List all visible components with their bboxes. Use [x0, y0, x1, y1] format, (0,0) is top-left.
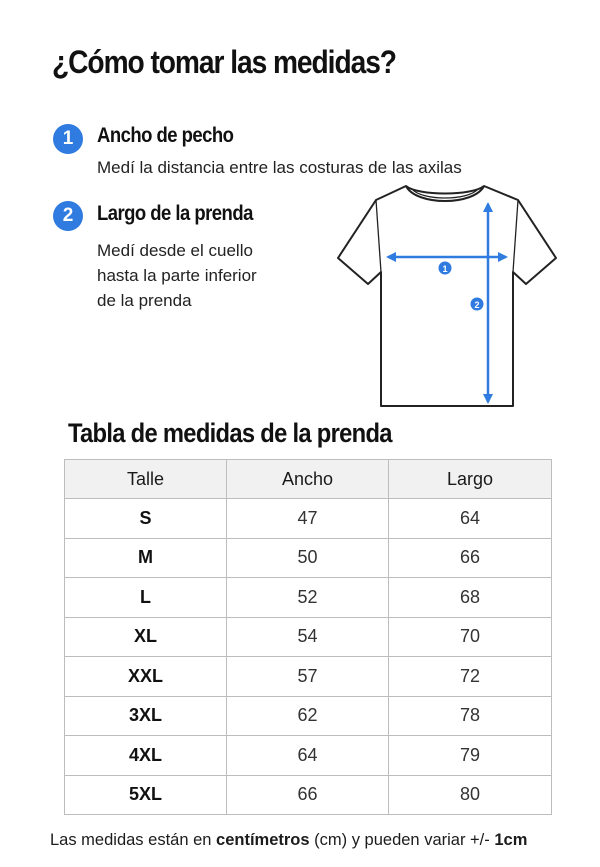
table-row [65, 538, 552, 578]
column-header-largo: Largo [389, 460, 552, 499]
width-marker-label: 1 [442, 264, 448, 274]
step-1-badge: 1 [53, 124, 83, 154]
step-1-description-line: Medí la distancia entre las costuras de las axilas [97, 158, 462, 177]
width-cell: 54 [227, 617, 389, 657]
size-cell: 5XL [65, 775, 227, 815]
step-2-description-line: hasta la parte inferior [97, 266, 257, 285]
size-table [64, 459, 552, 815]
step-2-description [97, 238, 257, 313]
tshirt-outline [338, 186, 556, 406]
table-row [65, 578, 552, 618]
size-cell: M [65, 538, 227, 578]
size-cell: 3XL [65, 696, 227, 736]
table-row [65, 775, 552, 815]
step-2-description-line: Medí desde el cuello [97, 241, 253, 260]
width-cell: 62 [227, 696, 389, 736]
size-cell: XL [65, 617, 227, 657]
size-cell: XXL [65, 657, 227, 697]
footnote-unit: centímetros [216, 831, 310, 849]
length-cell: 72 [389, 657, 552, 697]
step-1-title: Ancho de pecho [97, 124, 234, 147]
table-row [65, 657, 552, 697]
table-title: Tabla de medidas de la prenda [68, 418, 392, 448]
footnote-text: Las medidas están en [50, 831, 217, 849]
size-cell: L [65, 578, 227, 618]
width-cell: 57 [227, 657, 389, 697]
length-marker-label: 2 [474, 300, 480, 310]
table-row [65, 617, 552, 657]
table-row [65, 736, 552, 776]
size-cell: S [65, 499, 227, 539]
column-header-talle: Talle [65, 460, 227, 499]
length-cell: 68 [389, 578, 552, 618]
page-title: ¿Cómo tomar las medidas? [52, 44, 396, 80]
step-2-badge: 2 [53, 201, 83, 231]
tshirt-measurement-icon [330, 180, 562, 412]
width-cell: 64 [227, 736, 389, 776]
footnote-tolerance: 1cm [494, 831, 528, 849]
step-2-title: Largo de la prenda [97, 202, 253, 225]
length-cell: 79 [389, 736, 552, 776]
length-cell: 70 [389, 617, 552, 657]
column-header-ancho: Ancho [227, 460, 389, 499]
width-cell: 52 [227, 578, 389, 618]
length-cell: 66 [389, 538, 552, 578]
length-cell: 64 [389, 499, 552, 539]
footnote-text: (cm) y pueden variar +/- [309, 831, 495, 849]
width-cell: 47 [227, 499, 389, 539]
table-row [65, 696, 552, 736]
width-cell: 66 [227, 775, 389, 815]
table-row [65, 499, 552, 539]
size-cell: 4XL [65, 736, 227, 776]
table-header-row [65, 460, 552, 499]
length-cell: 78 [389, 696, 552, 736]
length-cell: 80 [389, 775, 552, 815]
step-2-description-line: de la prenda [97, 291, 192, 310]
width-cell: 50 [227, 538, 389, 578]
step-1-description [97, 155, 462, 180]
footnote [50, 831, 527, 850]
